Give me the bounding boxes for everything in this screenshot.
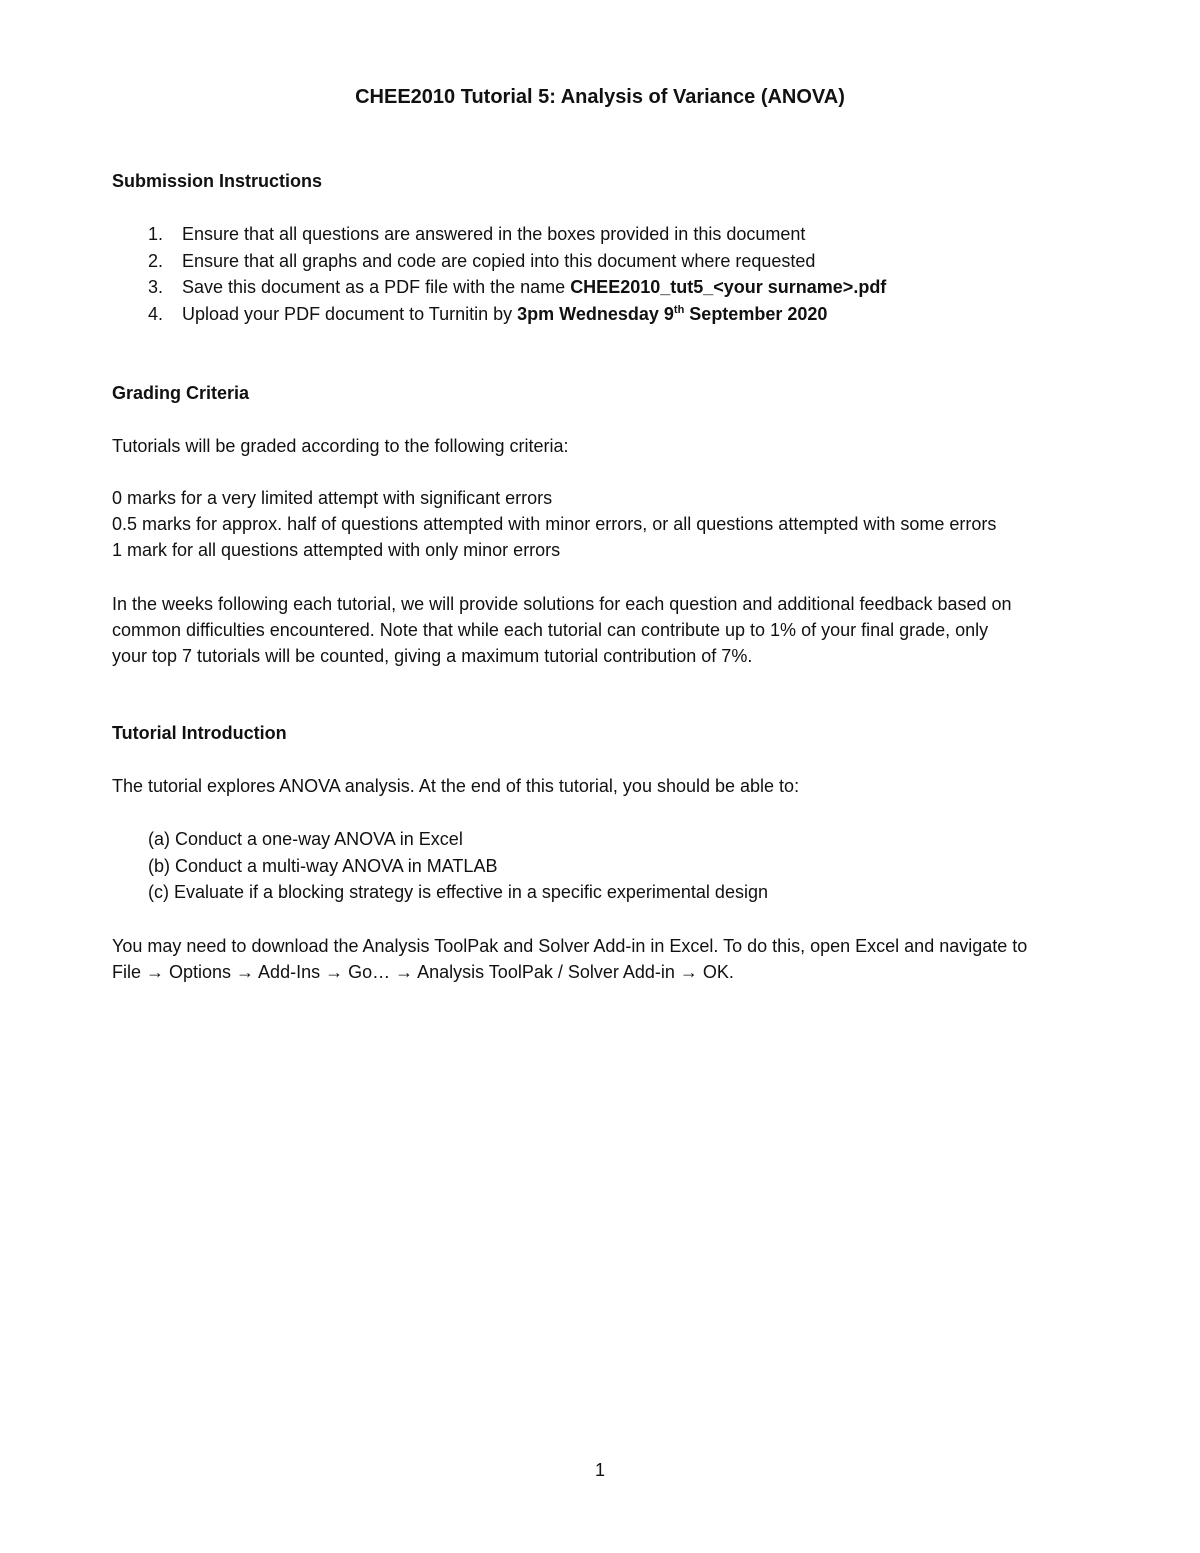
grading-section xyxy=(112,380,1112,669)
page-number: 1 xyxy=(594,1460,605,1480)
submission-section xyxy=(112,168,1112,327)
list-item: 4. Upload your PDF document to Turnitin by 3pm Wednesday 9th September 2020 xyxy=(148,303,828,324)
criteria-list xyxy=(112,485,1112,563)
list-item: (a) Conduct a one-way ANOVA in Excel xyxy=(148,829,463,849)
filename-text: CHEE2010_tut5_<your surname>.pdf xyxy=(570,277,887,297)
criteria-item: 0.5 marks for approx. half of questions attempted with minor errors, or all questions attempted with some errors xyxy=(112,514,997,534)
criteria-item: 0 marks for a very limited attempt with significant errors xyxy=(112,488,553,508)
intro-heading: Tutorial Introduction xyxy=(112,723,287,743)
grading-intro: Tutorials will be graded according to the following criteria: xyxy=(112,436,569,456)
criteria-item: 1 mark for all questions attempted with only minor errors xyxy=(112,540,561,560)
intro-section xyxy=(112,720,1112,985)
grading-paragraph: In the weeks following each tutorial, we will provide solutions for each question and additional feedback based on common difficulties encountered. Note that while each tutorial can contribute up to 1% of your final grade, only your top 7 tutorials will be counted, giving a maximum tutorial contribution of 7%. xyxy=(112,594,1012,666)
submission-heading: Submission Instructions xyxy=(112,171,323,191)
list-item: (c) Evaluate if a blocking strategy is effective in a specific experimental design xyxy=(148,882,768,902)
grading-heading: Grading Criteria xyxy=(112,383,250,403)
deadline-text: 3pm Wednesday 9th September 2020 xyxy=(517,303,828,324)
intro-lead: The tutorial explores ANOVA analysis. At the end of this tutorial, you should be able to: xyxy=(112,776,800,796)
list-item: 3. Save this document as a PDF file with the name CHEE2010_tut5_<your surname>.pdf xyxy=(148,277,887,297)
list-item: (b) Conduct a multi-way ANOVA in MATLAB xyxy=(148,855,498,876)
list-item: 1. Ensure that all questions are answered in the boxes provided in this document xyxy=(148,224,806,244)
document-title: CHEE2010 Tutorial 5: Analysis of Variance (ANOVA) xyxy=(355,86,845,108)
submission-list xyxy=(112,221,1112,327)
intro-note: You may need to download the Analysis ToolPak and Solver Add-in in Excel. To do this, open Excel and navigate to File → Options → Add-Ins → Go… → Analysis ToolPak / Solver Add-in → OK. xyxy=(112,935,1028,982)
objectives-list xyxy=(112,826,1112,906)
list-item: 2. Ensure that all graphs and code are copied into this document where requested xyxy=(148,250,816,271)
